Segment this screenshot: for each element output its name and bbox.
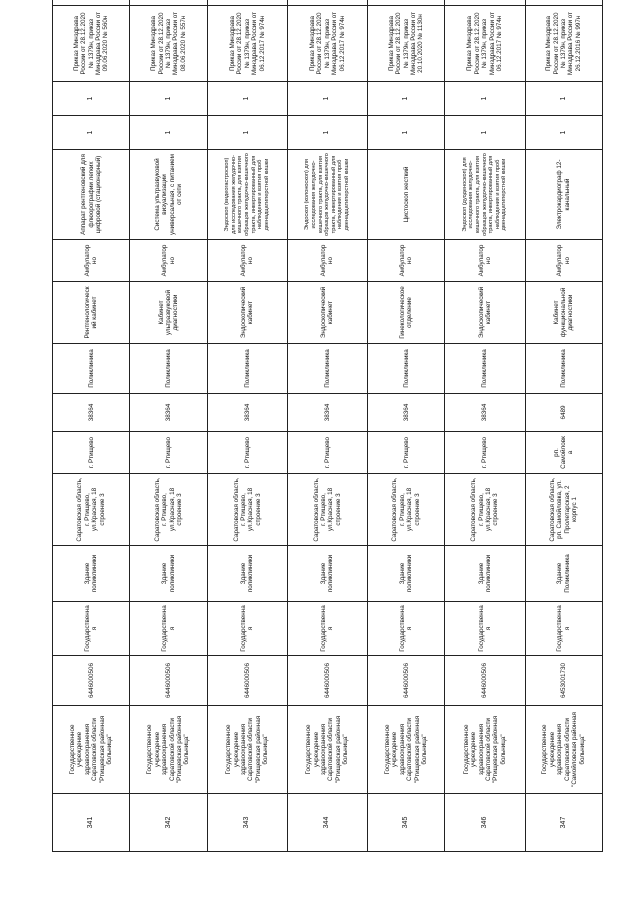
cell-equipment: Электрокардиограф 12-канальный [525,150,603,240]
cell-address: Саратовская область, г. Ртищево, ул.Красная, 18 строение 3 [130,474,207,546]
table-row [53,0,130,852]
table-row [130,0,207,852]
cell-population: 38364 [53,394,130,432]
cell-room: Эндоскопический кабинет [287,282,367,344]
cell-quantity-2: 1 [287,82,367,116]
cell-population: 38364 [287,394,367,432]
cell-equipment: Эндоскоп (колоноскоп) для исследования желудочно-кишечного тракта, для взятия образцов желудочно-кишечного тракта, инвертированный для наблюдения и взятия проб двенадцатиперстной кишки [287,150,367,240]
cell-quantity: 1 [368,116,445,150]
cell-inn: 6453001730 [525,656,603,706]
cell-date [525,0,603,6]
cell-unit: Поликлиника [287,344,367,394]
cell-number: 346 [445,794,525,852]
cell-room: Эндоскопический кабинет [445,282,525,344]
cell-population: 38364 [130,394,207,432]
table-row [445,0,525,852]
cell-date [130,0,207,6]
cell-number: 344 [287,794,367,852]
cell-quantity-2: 1 [368,82,445,116]
cell-population: 6489 [525,394,603,432]
cell-order: Приказ Минздрава России от 28.12.2020 № 1379н, приказ Минздрава России от 06.12.2017 № 974н [287,6,367,82]
cell-population: 38364 [207,394,287,432]
cell-order: Приказ Минздрава России от 28.12.2020 № 1379н, приказ Минздрава России от 26.12.2016 № 997н [525,6,603,82]
table-row [287,0,367,852]
cell-quantity: 1 [445,116,525,150]
cell-address: Саратовская область, г. Ртищево, ул.Красная, 18 строение 3 [207,474,287,546]
cell-care-type: Амбулаторно [368,240,445,282]
cell-organization: Государственное учреждение здравоохранения Саратовской области "Ртищевская районная больница" [53,706,130,794]
cell-settlement: г. Ртищево [445,432,525,474]
cell-ownership: Государственная [445,602,525,656]
cell-settlement: рп. Самойловка [525,432,603,474]
cell-building: Здание поликлиники [287,546,367,602]
cell-unit: Поликлиника [525,344,603,394]
cell-order: Приказ Минздрава России от 28.12.2020 № 1379н, приказ Минздрава России от 06.12.2017 № 974н [445,6,525,82]
cell-settlement: г. Ртищево [130,432,207,474]
cell-address: Саратовская область, г. Ртищево, ул.Красная, 18 строение 3 [445,474,525,546]
cell-settlement: г. Ртищево [368,432,445,474]
cell-number: 341 [53,794,130,852]
cell-equipment: Аппарат рентгеновский для флюорографии легких цифровой (стационарный) [53,150,130,240]
cell-settlement: г. Ртищево [287,432,367,474]
cell-room: Гинекологическое отделение [368,282,445,344]
table-row [525,0,603,852]
cell-population: 38364 [368,394,445,432]
cell-order: Приказ Минздрава России от 28.12.2020 № 1379н, приказ Минздрава России от 20.10.2020 № 1130н [368,6,445,82]
cell-inn: 6446000506 [445,656,525,706]
cell-equipment: Эндоскоп (дуоденоскоп) для исследования желудочно-кишечного тракта, для взятия образцов желудочно-кишечного тракта, инвертированный для наблюдения и взятия проб двенадцатиперстной кишки [445,150,525,240]
cell-address: Саратовская область, г. Ртищево, ул.Красная, 18 строение 3 [287,474,367,546]
cell-date [207,0,287,6]
cell-quantity: 1 [207,116,287,150]
cell-inn: 6446000506 [287,656,367,706]
cell-order: Приказ Минздрава России от 28.12.2020 № 1379н, приказ Минздрава России от 06.12.2017 № 974н [207,6,287,82]
cell-number: 342 [130,794,207,852]
cell-care-type: Амбулаторно [130,240,207,282]
cell-room: Рентгенологический кабинет [53,282,130,344]
cell-building: Здание поликлиники [368,546,445,602]
cell-date [53,0,130,6]
cell-inn: 6446000506 [207,656,287,706]
cell-settlement: г. Ртищево [207,432,287,474]
cell-quantity: 1 [525,116,603,150]
cell-address: Саратовская область, г. Ртищево, ул.Красная, 18 строение 3 [368,474,445,546]
cell-ownership: Государственная [368,602,445,656]
cell-care-type: Амбулаторно [53,240,130,282]
cell-ownership: Государственная [207,602,287,656]
cell-ownership: Государственная [525,602,603,656]
cell-building: Здание поликлиники [445,546,525,602]
cell-unit: Поликлиника [207,344,287,394]
cell-organization: Государственное учреждение здравоохранения Саратовской области "Ртищевская районная больница" [207,706,287,794]
cell-date [445,0,525,6]
cell-order: Приказ Минздрава России от 28.12.2020 № 1379н, приказ Минздрава России от 09.06.2020 № 560н [53,6,130,82]
cell-organization: Государственное учреждение здравоохранения Саратовской области "Ртищевская районная больница" [287,706,367,794]
table-row [207,0,287,852]
equipment-table [52,0,603,852]
cell-quantity: 1 [130,116,207,150]
cell-room: Кабинет ультразвуковой диагностики [130,282,207,344]
cell-room: Кабинет функциональной диагностики [525,282,603,344]
cell-care-type: Амбулаторно [207,240,287,282]
rotated-table-wrapper [52,12,603,852]
cell-equipment: Цистоскоп жесткий [368,150,445,240]
cell-organization: Государственное учреждение здравоохранения Саратовской области "Ртищевская районная больница" [445,706,525,794]
cell-settlement: г. Ртищево [53,432,130,474]
cell-quantity-2: 1 [130,82,207,116]
cell-organization: Государственное учреждение здравоохранения Саратовской области "Самойловская районная больница" [525,706,603,794]
cell-address: Саратовская область, рп. Самойловка, ул. Пролетарская, 2 корпус 1 [525,474,603,546]
cell-building: Здание поликлиники [130,546,207,602]
cell-unit: Поликлиника [53,344,130,394]
cell-care-type: Амбулаторно [445,240,525,282]
cell-number: 343 [207,794,287,852]
cell-organization: Государственное учреждение здравоохранения Саратовской области "Ртищевская районная больница" [368,706,445,794]
cell-ownership: Государственная [130,602,207,656]
cell-quantity: 1 [53,116,130,150]
cell-room: Эндоскопический кабинет [207,282,287,344]
cell-care-type: Амбулаторно [287,240,367,282]
cell-quantity-2: 1 [525,82,603,116]
cell-unit: Поликлиника [445,344,525,394]
cell-equipment: Эндоскоп (видеогастроскоп) для исследования желудочно-кишечного тракта, для взятия образцов желудочно-кишечного тракта, инвертированный для наблюдения и взятия проб двенадцатиперстной кишки [207,150,287,240]
cell-building: Здание Поликлиника [525,546,603,602]
cell-order: Приказ Минздрава России от 28.12.2020 № 1379н, приказ Минздрава России от 08.06.2020 № 557н [130,6,207,82]
cell-building: Здание поликлиники [53,546,130,602]
cell-quantity: 1 [287,116,367,150]
cell-inn: 6446000506 [53,656,130,706]
cell-inn: 6446000506 [130,656,207,706]
cell-inn: 6446000506 [368,656,445,706]
cell-equipment: Система ультразвуковой визуализации универсальная, с питанием от сети [130,150,207,240]
cell-ownership: Государственная [53,602,130,656]
cell-address: Саратовская область, г. Ртищево, ул.Красная, 18 строение 3 [53,474,130,546]
table-row [368,0,445,852]
cell-date [287,0,367,6]
cell-number: 347 [525,794,603,852]
cell-organization: Государственное учреждение здравоохранения Саратовской области "Ртищевская районная больница" [130,706,207,794]
cell-care-type: Амбулаторно [525,240,603,282]
cell-quantity-2: 1 [53,82,130,116]
cell-quantity-2: 1 [207,82,287,116]
cell-number: 345 [368,794,445,852]
cell-population: 38364 [445,394,525,432]
cell-quantity-2: 1 [445,82,525,116]
cell-unit: Поликлиника [130,344,207,394]
cell-ownership: Государственная [287,602,367,656]
cell-date [368,0,445,6]
table-body [53,0,603,852]
cell-unit: Поликлиника [368,344,445,394]
cell-building: Здание поликлиники [207,546,287,602]
